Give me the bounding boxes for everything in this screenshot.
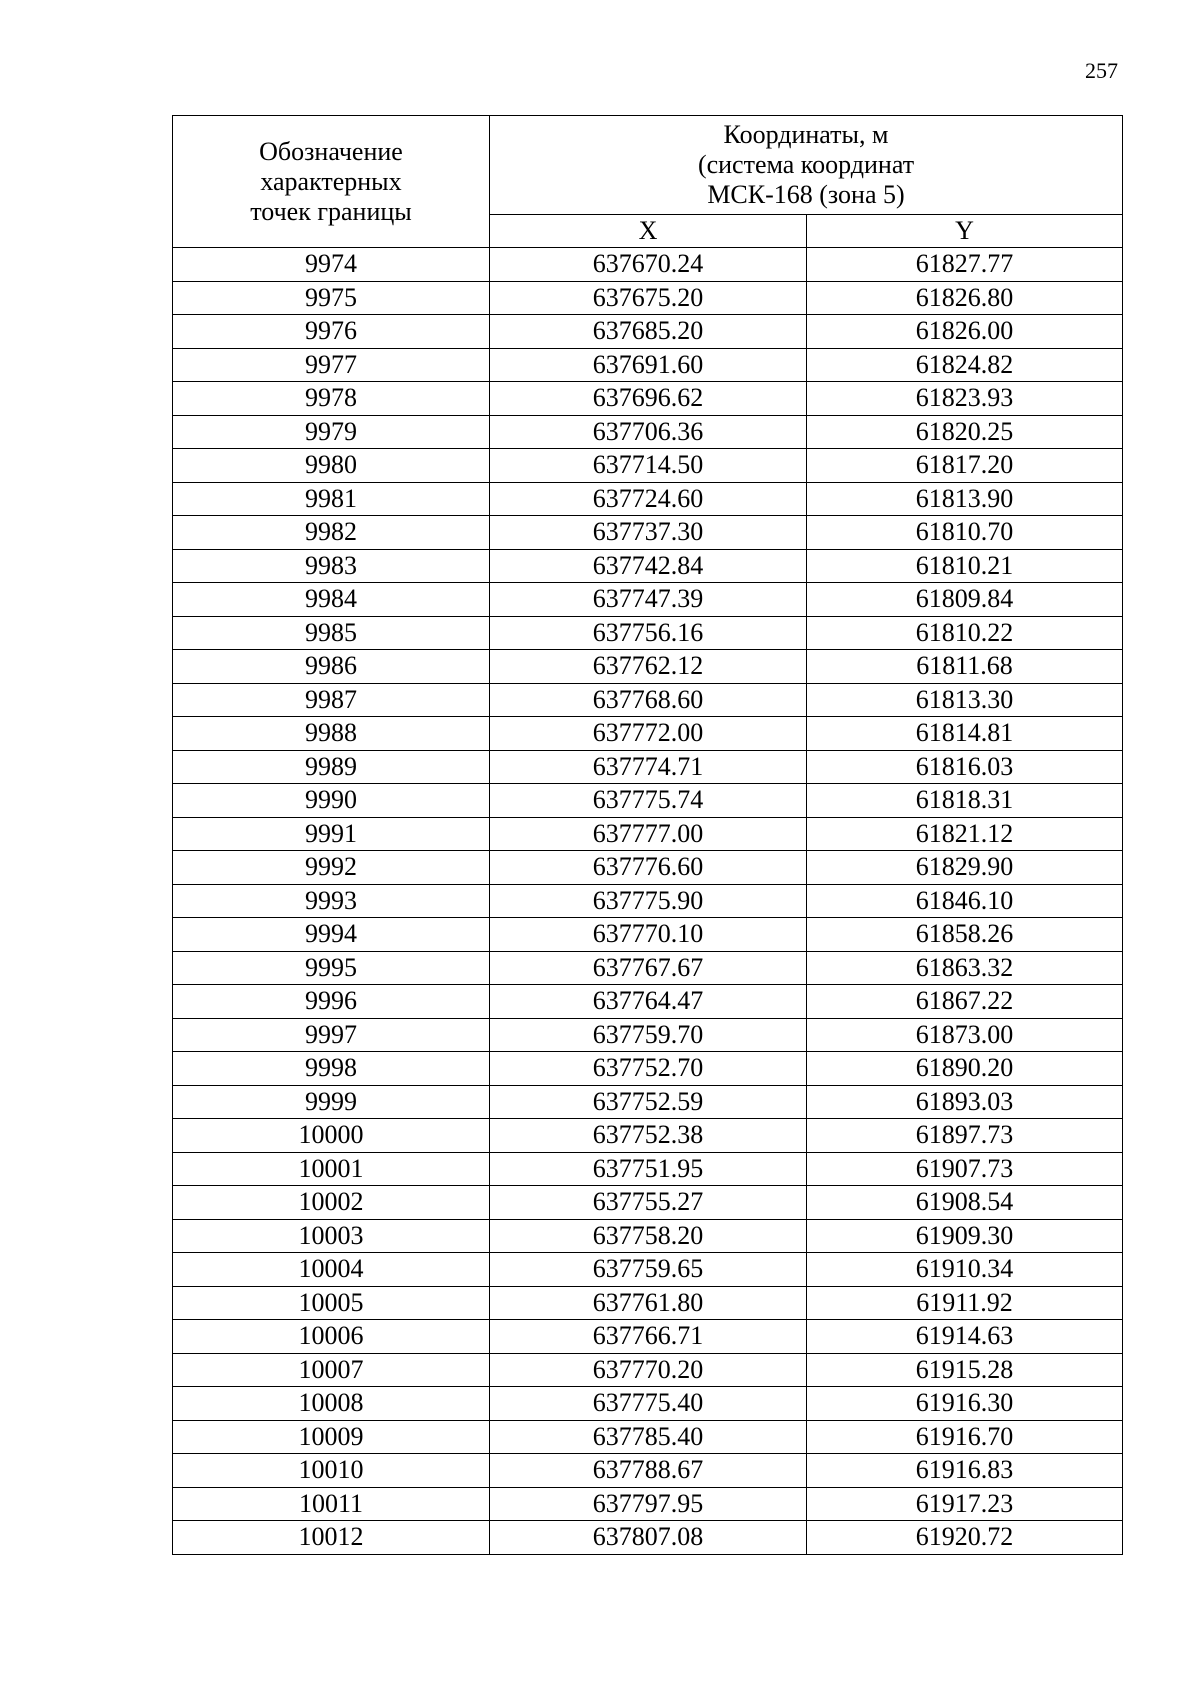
point-id-cell: 9990 <box>173 784 490 818</box>
y-coordinate-cell: 61863.32 <box>807 951 1123 985</box>
point-id-cell: 10011 <box>173 1487 490 1521</box>
y-coordinate-cell: 61916.30 <box>807 1387 1123 1421</box>
point-id-cell: 10005 <box>173 1286 490 1320</box>
point-id-cell: 9995 <box>173 951 490 985</box>
x-coordinate-cell: 637742.84 <box>490 549 807 583</box>
y-coordinate-cell: 61908.54 <box>807 1186 1123 1220</box>
x-coordinate-cell: 637752.38 <box>490 1119 807 1153</box>
table-row <box>173 851 1123 885</box>
y-coordinate-cell: 61893.03 <box>807 1085 1123 1119</box>
table-row <box>173 1085 1123 1119</box>
x-coordinate-cell: 637737.30 <box>490 516 807 550</box>
table-row <box>173 1152 1123 1186</box>
table-row <box>173 918 1123 952</box>
y-coordinate-cell: 61917.23 <box>807 1487 1123 1521</box>
y-coordinate-cell: 61827.77 <box>807 248 1123 282</box>
point-id-cell: 9994 <box>173 918 490 952</box>
x-coordinate-cell: 637807.08 <box>490 1521 807 1555</box>
point-id-cell: 9986 <box>173 650 490 684</box>
table-row <box>173 415 1123 449</box>
x-coordinate-cell: 637774.71 <box>490 750 807 784</box>
y-coordinate-cell: 61897.73 <box>807 1119 1123 1153</box>
y-coordinate-cell: 61814.81 <box>807 717 1123 751</box>
y-coordinate-cell: 61909.30 <box>807 1219 1123 1253</box>
y-coordinate-cell: 61890.20 <box>807 1052 1123 1086</box>
y-coordinate-cell: 61813.90 <box>807 482 1123 516</box>
x-coordinate-cell: 637747.39 <box>490 583 807 617</box>
y-column-header: Y <box>807 215 1123 248</box>
x-coordinate-cell: 637752.70 <box>490 1052 807 1086</box>
point-id-cell: 9975 <box>173 281 490 315</box>
x-coordinate-cell: 637706.36 <box>490 415 807 449</box>
y-coordinate-cell: 61816.03 <box>807 750 1123 784</box>
table-row <box>173 1387 1123 1421</box>
table-row <box>173 382 1123 416</box>
x-coordinate-cell: 637775.74 <box>490 784 807 818</box>
point-id-cell: 9982 <box>173 516 490 550</box>
point-id-cell: 10012 <box>173 1521 490 1555</box>
x-coordinate-cell: 637764.47 <box>490 985 807 1019</box>
table-row <box>173 1420 1123 1454</box>
y-coordinate-cell: 61920.72 <box>807 1521 1123 1555</box>
x-coordinate-cell: 637714.50 <box>490 449 807 483</box>
x-coordinate-cell: 637770.20 <box>490 1353 807 1387</box>
x-coordinate-cell: 637797.95 <box>490 1487 807 1521</box>
y-coordinate-cell: 61821.12 <box>807 817 1123 851</box>
point-id-cell: 9996 <box>173 985 490 1019</box>
y-coordinate-cell: 61915.28 <box>807 1353 1123 1387</box>
y-coordinate-cell: 61826.00 <box>807 315 1123 349</box>
point-id-cell: 9977 <box>173 348 490 382</box>
point-id-cell: 10009 <box>173 1420 490 1454</box>
x-coordinate-cell: 637724.60 <box>490 482 807 516</box>
point-id-cell: 10008 <box>173 1387 490 1421</box>
point-id-cell: 9998 <box>173 1052 490 1086</box>
y-coordinate-cell: 61873.00 <box>807 1018 1123 1052</box>
coords-header-line: Координаты, м <box>723 120 889 149</box>
table-row <box>173 482 1123 516</box>
table-row <box>173 717 1123 751</box>
x-coordinate-cell: 637696.62 <box>490 382 807 416</box>
table-row <box>173 951 1123 985</box>
y-coordinate-cell: 61810.70 <box>807 516 1123 550</box>
point-id-cell: 9992 <box>173 851 490 885</box>
point-id-cell: 9980 <box>173 449 490 483</box>
table-row <box>173 1521 1123 1555</box>
x-coordinate-cell: 637766.71 <box>490 1320 807 1354</box>
point-id-cell: 10006 <box>173 1320 490 1354</box>
table-row <box>173 1052 1123 1086</box>
point-id-cell: 10010 <box>173 1454 490 1488</box>
x-coordinate-cell: 637777.00 <box>490 817 807 851</box>
point-id-cell: 9979 <box>173 415 490 449</box>
point-id-cell: 9997 <box>173 1018 490 1052</box>
point-header-line: характерных <box>260 166 402 196</box>
x-column-header: X <box>490 215 807 248</box>
x-coordinate-cell: 637785.40 <box>490 1420 807 1454</box>
table-row <box>173 985 1123 1019</box>
point-id-cell: 10000 <box>173 1119 490 1153</box>
page-number: 257 <box>1085 58 1118 83</box>
table-row <box>173 248 1123 282</box>
coordinates-column-header <box>490 116 1123 215</box>
point-id-cell: 9981 <box>173 482 490 516</box>
point-id-cell: 10002 <box>173 1186 490 1220</box>
table-row <box>173 884 1123 918</box>
x-coordinate-cell: 637776.60 <box>490 851 807 885</box>
table-body <box>173 248 1123 1555</box>
x-coordinate-cell: 637685.20 <box>490 315 807 349</box>
point-id-cell: 9985 <box>173 616 490 650</box>
point-id-cell: 10001 <box>173 1152 490 1186</box>
y-coordinate-cell: 61911.92 <box>807 1286 1123 1320</box>
y-coordinate-cell: 61823.93 <box>807 382 1123 416</box>
coords-header-line: (система координат <box>697 150 915 179</box>
table-row <box>173 817 1123 851</box>
y-coordinate-cell: 61914.63 <box>807 1320 1123 1354</box>
point-id-cell: 9993 <box>173 884 490 918</box>
x-coordinate-cell: 637788.67 <box>490 1454 807 1488</box>
y-coordinate-cell: 61809.84 <box>807 583 1123 617</box>
x-coordinate-cell: 637691.60 <box>490 348 807 382</box>
x-coordinate-cell: 637758.20 <box>490 1219 807 1253</box>
table-row <box>173 315 1123 349</box>
y-coordinate-cell: 61916.83 <box>807 1454 1123 1488</box>
y-coordinate-cell: 61829.90 <box>807 851 1123 885</box>
point-id-cell: 9978 <box>173 382 490 416</box>
table-row <box>173 583 1123 617</box>
y-coordinate-cell: 61810.21 <box>807 549 1123 583</box>
table-row <box>173 650 1123 684</box>
table-row <box>173 1219 1123 1253</box>
x-coordinate-cell: 637772.00 <box>490 717 807 751</box>
y-coordinate-cell: 61813.30 <box>807 683 1123 717</box>
table-row <box>173 1286 1123 1320</box>
point-id-cell: 10003 <box>173 1219 490 1253</box>
x-coordinate-cell: 637759.70 <box>490 1018 807 1052</box>
table-row <box>173 549 1123 583</box>
point-id-cell: 9988 <box>173 717 490 751</box>
point-header-line: точек границы <box>250 196 412 226</box>
table-row <box>173 348 1123 382</box>
y-coordinate-cell: 61824.82 <box>807 348 1123 382</box>
point-id-cell: 9976 <box>173 315 490 349</box>
y-coordinate-cell: 61916.70 <box>807 1420 1123 1454</box>
table-row <box>173 1487 1123 1521</box>
table-row <box>173 750 1123 784</box>
y-coordinate-cell: 61910.34 <box>807 1253 1123 1287</box>
y-coordinate-cell: 61811.68 <box>807 650 1123 684</box>
y-coordinate-cell: 61858.26 <box>807 918 1123 952</box>
x-coordinate-cell: 637755.27 <box>490 1186 807 1220</box>
table-row <box>173 784 1123 818</box>
table-row <box>173 616 1123 650</box>
y-coordinate-cell: 61810.22 <box>807 616 1123 650</box>
table-row <box>173 516 1123 550</box>
table-row <box>173 1119 1123 1153</box>
x-coordinate-cell: 637675.20 <box>490 281 807 315</box>
x-coordinate-cell: 637767.67 <box>490 951 807 985</box>
y-coordinate-cell: 61846.10 <box>807 884 1123 918</box>
x-coordinate-cell: 637756.16 <box>490 616 807 650</box>
point-id-cell: 10007 <box>173 1353 490 1387</box>
table-header <box>173 116 1123 248</box>
point-id-cell: 9984 <box>173 583 490 617</box>
coordinates-table <box>172 115 1123 1555</box>
point-id-cell: 9989 <box>173 750 490 784</box>
y-coordinate-cell: 61817.20 <box>807 449 1123 483</box>
y-coordinate-cell: 61867.22 <box>807 985 1123 1019</box>
point-id-cell: 10004 <box>173 1253 490 1287</box>
point-id-cell: 9991 <box>173 817 490 851</box>
coords-header-line: МСК-168 (зона 5) <box>707 180 905 209</box>
point-header-line: Обозначение <box>259 136 403 166</box>
x-coordinate-cell: 637759.65 <box>490 1253 807 1287</box>
point-id-cell: 9987 <box>173 683 490 717</box>
point-column-header <box>173 116 490 248</box>
table-row <box>173 683 1123 717</box>
x-coordinate-cell: 637775.40 <box>490 1387 807 1421</box>
table-row <box>173 1253 1123 1287</box>
point-id-cell: 9999 <box>173 1085 490 1119</box>
point-id-cell: 9983 <box>173 549 490 583</box>
table-row <box>173 1018 1123 1052</box>
table-row <box>173 281 1123 315</box>
x-coordinate-cell: 637670.24 <box>490 248 807 282</box>
y-coordinate-cell: 61907.73 <box>807 1152 1123 1186</box>
table-row <box>173 1186 1123 1220</box>
x-coordinate-cell: 637751.95 <box>490 1152 807 1186</box>
x-coordinate-cell: 637761.80 <box>490 1286 807 1320</box>
table-row <box>173 1353 1123 1387</box>
y-coordinate-cell: 61826.80 <box>807 281 1123 315</box>
table-row <box>173 1454 1123 1488</box>
table-row <box>173 449 1123 483</box>
y-coordinate-cell: 61818.31 <box>807 784 1123 818</box>
point-id-cell: 9974 <box>173 248 490 282</box>
x-coordinate-cell: 637768.60 <box>490 683 807 717</box>
x-coordinate-cell: 637762.12 <box>490 650 807 684</box>
y-coordinate-cell: 61820.25 <box>807 415 1123 449</box>
x-coordinate-cell: 637752.59 <box>490 1085 807 1119</box>
x-coordinate-cell: 637775.90 <box>490 884 807 918</box>
x-coordinate-cell: 637770.10 <box>490 918 807 952</box>
table-row <box>173 1320 1123 1354</box>
